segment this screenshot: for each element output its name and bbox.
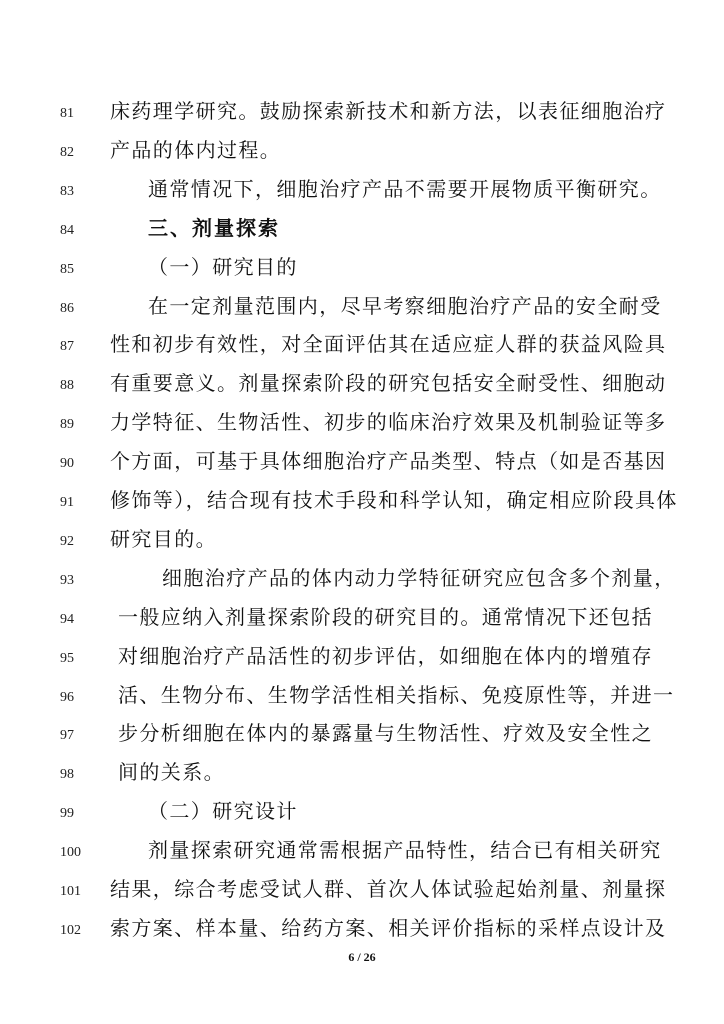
line-number: 83 (60, 183, 74, 199)
text-line (0, 676, 724, 716)
paragraph-line: 个方面，可基于具体细胞治疗产品类型、特点（如是否基因 (110, 449, 667, 474)
line-number: 98 (60, 767, 74, 783)
line-number: 81 (60, 106, 74, 121)
line-number: 97 (60, 728, 74, 744)
line-number: 102 (60, 922, 81, 938)
paragraph-line: 一般应纳入剂量探索阶段的研究目的。通常情况下还包括 (118, 604, 653, 629)
paragraph-line: 力学特征、生物活性、初步的临床治疗效果及机制验证等多 (110, 410, 667, 435)
line-number: 82 (60, 144, 74, 160)
text-line (0, 325, 724, 365)
paragraph-line: 修饰等），结合现有技术手段和科学认知，确定相应阶段具体 (110, 488, 678, 512)
text-line (0, 92, 724, 132)
text-line (0, 520, 724, 560)
line-number: 101 (60, 884, 81, 899)
line-number: 85 (60, 261, 74, 277)
paragraph-line: 在一定剂量范围内，尽早考察细胞治疗产品的安全耐受 (148, 293, 662, 318)
text-line (0, 909, 724, 949)
text-line (0, 209, 724, 249)
line-number: 94 (60, 611, 74, 627)
paragraph-line: 活、生物分布、生物学活性相关指标、免疫原性等，并进一 (118, 682, 675, 707)
paragraph-line: 床药理学研究。鼓励探索新技术和新方法，以表征细胞治疗 (110, 99, 667, 123)
text-line (0, 831, 724, 871)
text-line (0, 481, 724, 521)
text-line (0, 364, 724, 404)
line-number: 99 (60, 806, 74, 822)
text-line (0, 753, 724, 793)
text-line (0, 559, 724, 599)
line-number: 91 (60, 495, 74, 510)
line-number: 87 (60, 339, 74, 355)
text-line (0, 131, 724, 171)
paragraph-line: （一）研究目的 (148, 254, 298, 279)
paragraph-line: 通常情况下，细胞治疗产品不需要开展物质平衡研究。 (148, 176, 662, 201)
text-line (0, 598, 724, 638)
line-number: 88 (60, 378, 74, 394)
text-line (0, 714, 724, 754)
text-line (0, 287, 724, 327)
line-number: 86 (60, 300, 74, 316)
paragraph-line: 结果，综合考虑受试人群、首次人体试验起始剂量、剂量探 (110, 877, 667, 901)
line-number: 92 (60, 533, 74, 549)
paragraph-line: 间的关系。 (118, 760, 225, 785)
paragraph-line: 产品的体内过程。 (110, 137, 282, 162)
line-number: 89 (60, 417, 74, 433)
line-number: 95 (60, 650, 74, 666)
paragraph-line: （二）研究设计 (148, 799, 298, 824)
paragraph-line: 索方案、样本量、给药方案、相关评价指标的采样点设计及 (110, 915, 667, 940)
text-line (0, 248, 724, 288)
paragraph-line: 步分析细胞在体内的暴露量与生物活性、疗效及安全性之 (118, 721, 653, 746)
line-number: 84 (60, 222, 74, 238)
paragraph-line: 研究目的。 (110, 526, 217, 551)
text-line (0, 442, 724, 482)
section-heading: 三、剂量探索 (148, 215, 280, 240)
text-line (0, 637, 724, 677)
line-number: 100 (60, 845, 81, 861)
line-number: 93 (60, 572, 74, 588)
paragraph-line: 细胞治疗产品的体内动力学特征研究应包含多个剂量， (162, 565, 676, 590)
text-line (0, 170, 724, 210)
page-number: 6 / 26 (348, 950, 376, 964)
line-number: 96 (60, 689, 74, 705)
paragraph-line: 剂量探索研究通常需根据产品特性，结合已有相关研究 (148, 838, 662, 863)
paragraph-line: 对细胞治疗产品活性的初步评估，如细胞在体内的增殖存 (118, 643, 653, 668)
line-number: 90 (60, 456, 74, 472)
paragraph-line: 性和初步有效性，对全面评估其在适应症人群的获益风险具 (110, 332, 667, 357)
text-line (0, 403, 724, 443)
text-line (0, 792, 724, 832)
paragraph-line: 有重要意义。剂量探索阶段的研究包括安全耐受性、细胞动 (110, 371, 667, 396)
text-line (0, 870, 724, 910)
